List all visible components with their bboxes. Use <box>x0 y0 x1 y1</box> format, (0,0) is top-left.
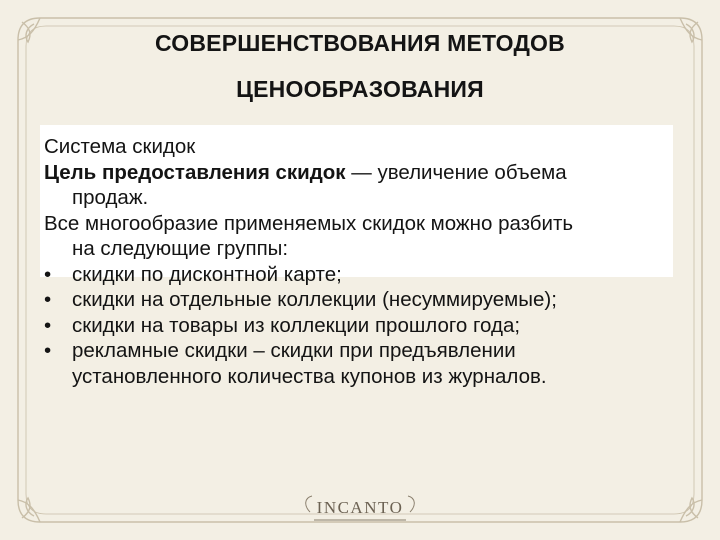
goal-label: Цель предоставления скидок <box>44 160 346 184</box>
list-item <box>44 338 674 364</box>
goal-continuation: продаж. <box>72 186 149 209</box>
slide-body <box>44 134 674 389</box>
bullet-icon: • <box>44 262 52 286</box>
goal-line <box>44 160 674 186</box>
bullet-icon: • <box>44 288 52 311</box>
list-item-continuation: установленного количества купонов из журналов. <box>72 364 547 388</box>
bullet-icon: • <box>44 313 52 337</box>
list-item-text: скидки на товары из коллекции прошлого года; <box>72 313 521 337</box>
list-item <box>44 313 674 339</box>
groups-continuation: на следующие группы: <box>72 237 289 260</box>
list-item <box>44 287 674 313</box>
list-item <box>44 262 674 288</box>
list-item-text: скидки на отдельные коллекции (несуммируемые); <box>72 288 557 311</box>
goal-text: — увеличение объема <box>345 160 567 184</box>
list-item-text: скидки по дисконтной карте; <box>72 262 342 286</box>
slide-title-line-2: ЦЕНООБРАЗОВАНИЯ <box>236 76 484 102</box>
logo-text: INCANTO <box>316 498 404 517</box>
intro-line: Система скидок <box>44 135 196 158</box>
bullet-icon: • <box>44 339 52 362</box>
groups-line: Все многообразие применяемых скидок можно разбить <box>44 211 574 235</box>
list-item-text: рекламные скидки – скидки при предъявлении <box>72 339 516 362</box>
slide-title-line-1: СОВЕРШЕНСТВОВАНИЯ МЕТОДОВ <box>155 30 565 56</box>
incanto-logo <box>300 490 420 530</box>
